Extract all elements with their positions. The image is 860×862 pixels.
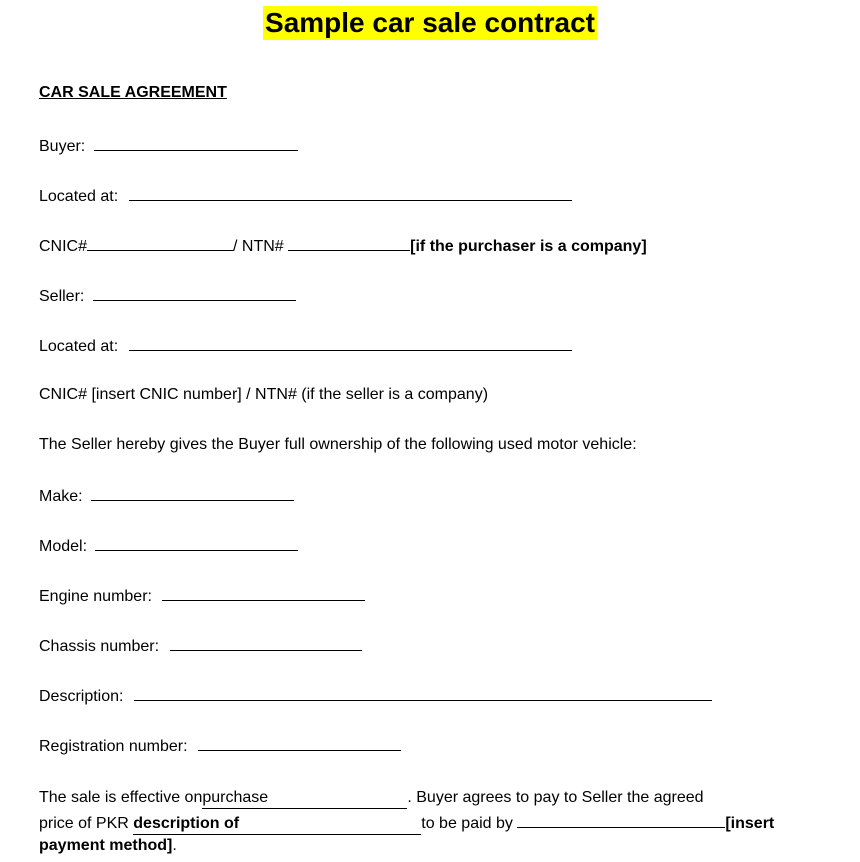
make-line	[39, 485, 294, 507]
seller-label: Seller:	[39, 288, 85, 305]
buyer-agrees-text: . Buyer agrees to pay to Seller the agreed	[407, 789, 704, 806]
sale-effective-text: The sale is effective on	[39, 789, 203, 806]
purchase-word: purchase	[202, 789, 269, 806]
purchase-blank[interactable]	[202, 788, 407, 809]
buyer-cnic-line	[39, 235, 647, 257]
seller-line	[39, 285, 296, 307]
chassis-blank[interactable]	[170, 635, 362, 651]
engine-line	[39, 585, 365, 607]
description-line	[39, 685, 712, 707]
buyer-line	[39, 135, 298, 157]
description-label: Description:	[39, 688, 124, 705]
to-be-paid-text: to be paid by	[421, 815, 513, 832]
buyer-blank[interactable]	[94, 135, 298, 151]
buyer-location-line	[39, 185, 572, 207]
buyer-ntn-label: / NTN#	[233, 238, 284, 255]
make-label: Make:	[39, 488, 83, 505]
insert-text: [insert	[725, 815, 775, 832]
registration-blank[interactable]	[198, 735, 401, 751]
ownership-statement: The Seller hereby gives the Buyer full ownership of the following used motor vehicle:	[39, 436, 637, 453]
model-label: Model:	[39, 538, 88, 555]
price-of-text: price of PKR	[39, 815, 129, 832]
buyer-label: Buyer:	[39, 138, 86, 155]
chassis-label: Chassis number:	[39, 638, 160, 655]
seller-blank[interactable]	[93, 285, 296, 301]
registration-label: Registration number:	[39, 738, 188, 755]
chassis-line	[39, 635, 362, 657]
price-description-blank[interactable]	[133, 814, 421, 835]
seller-location-line	[39, 335, 572, 357]
paid-by-blank[interactable]	[517, 812, 725, 828]
description-of-text: description of	[133, 815, 240, 832]
sale-line-2	[39, 812, 774, 835]
model-line	[39, 535, 298, 557]
buyer-location-label: Located at:	[39, 188, 119, 205]
seller-cnic-line: CNIC# [insert CNIC number] / NTN# (if the seller is a company)	[39, 386, 489, 403]
make-blank[interactable]	[91, 485, 294, 501]
buyer-cnic-label: CNIC#	[39, 238, 88, 255]
company-note: [if the purchaser is a company]	[410, 238, 647, 255]
final-period: .	[172, 837, 177, 854]
buyer-location-blank[interactable]	[129, 185, 572, 201]
model-blank[interactable]	[95, 535, 298, 551]
buyer-ntn-blank[interactable]	[288, 235, 410, 251]
sale-line-3	[39, 836, 177, 856]
sale-line-1	[39, 788, 704, 809]
seller-location-blank[interactable]	[129, 335, 572, 351]
registration-line	[39, 735, 401, 757]
title-container	[0, 6, 860, 40]
description-blank[interactable]	[134, 685, 712, 701]
payment-method-text: payment method]	[39, 837, 173, 854]
agreement-heading: CAR SALE AGREEMENT	[39, 84, 227, 101]
engine-blank[interactable]	[162, 585, 365, 601]
seller-location-label: Located at:	[39, 338, 119, 355]
buyer-cnic-blank[interactable]	[87, 235, 233, 251]
document-title: Sample car sale contract	[265, 7, 595, 38]
engine-label: Engine number:	[39, 588, 152, 605]
